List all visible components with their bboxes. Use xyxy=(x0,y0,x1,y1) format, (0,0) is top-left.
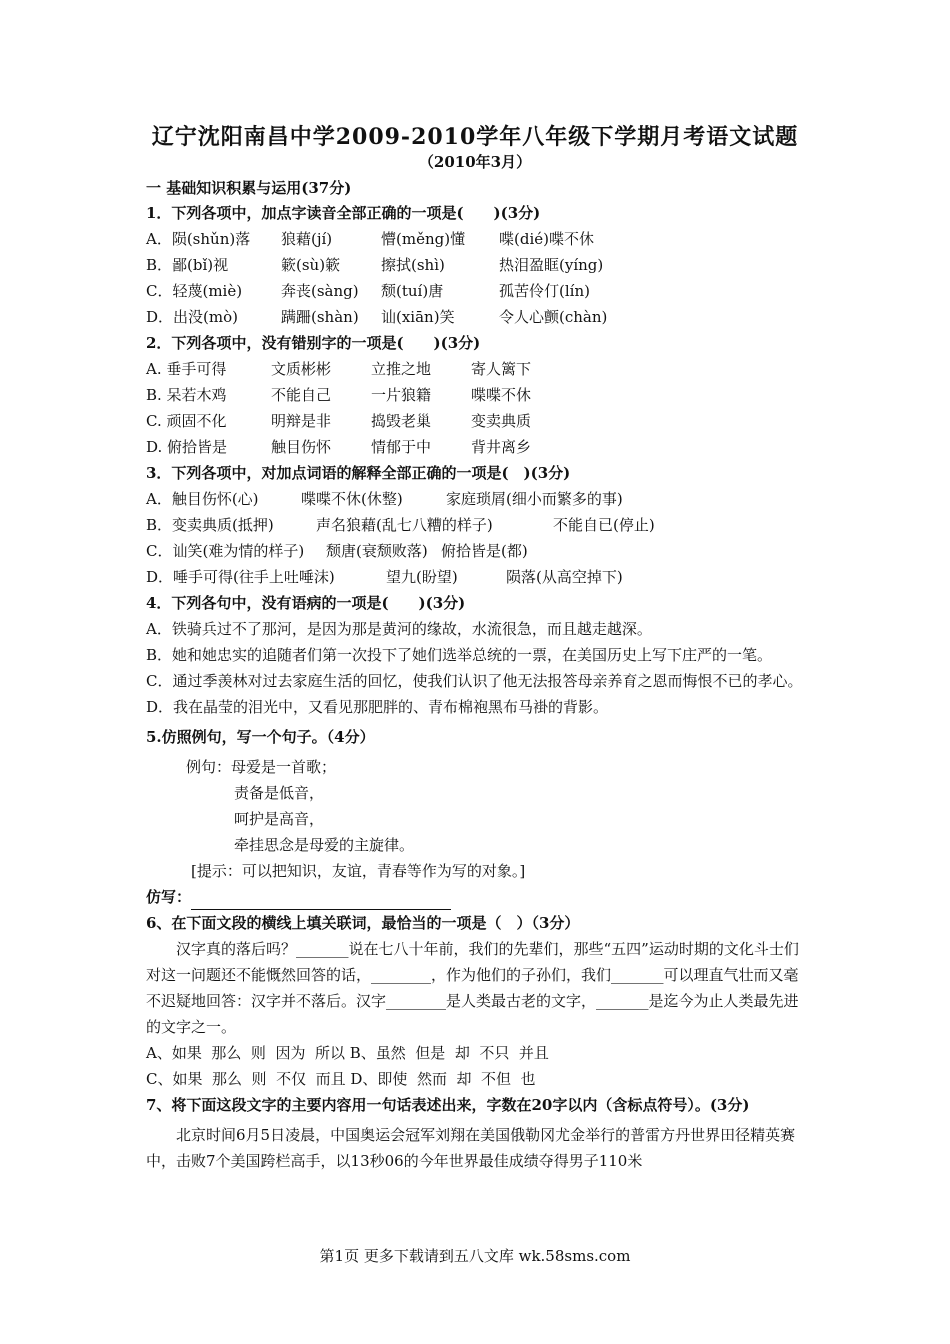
q1-option-d xyxy=(146,304,812,330)
option-cell: C．轻蔑(miè) xyxy=(146,282,243,300)
option-cell: 一片狼籍 xyxy=(371,386,432,404)
option-cell: 讪(xiān)笑 xyxy=(381,308,455,326)
exam-content xyxy=(146,176,812,1174)
option-cell: 热泪盈眶(yíng) xyxy=(499,256,604,274)
q2-option-a xyxy=(146,356,812,382)
q5-example-line: 呵护是高音， xyxy=(234,810,325,828)
option-cell: 擦拭(shì) xyxy=(381,256,445,274)
option-cell: 寄人篱下 xyxy=(471,360,532,378)
q4-option-d: D．我在晶莹的泪光中，又看见那肥胖的、青布棉袍黑布马褂的背影。 xyxy=(146,698,609,716)
question-1-prompt: 1．下列各项中，加点字读音全部正确的一项是( )(3分) xyxy=(146,204,541,222)
option-cell: 望九(盼望) xyxy=(386,568,458,586)
q5-answer-row xyxy=(146,884,812,910)
option-cell: A．触目伤怀(心) xyxy=(146,490,259,508)
question-7-prompt: 7、将下面这段文字的主要内容用一句话表述出来，字数在20字以内（含标点符号）。(3分) xyxy=(146,1096,750,1114)
section-heading: 一 基础知识积累与运用(37分) xyxy=(146,179,352,197)
option-cell: B. 呆若木鸡 xyxy=(146,386,227,404)
q4-option-b: B．她和她忠实的追随者们第一次投下了她们选举总统的一票，在美国历史上写下庄严的一笔。 xyxy=(146,646,773,664)
question-6-prompt: 6、在下面文段的横线上填关联词，最恰当的一项是（ ）（3分） xyxy=(146,914,580,932)
option-cell: 明辩是非 xyxy=(271,412,332,430)
option-cell: 触目伤怀 xyxy=(271,438,332,456)
q3-option-c xyxy=(146,538,812,564)
q5-answer-label: 仿写： xyxy=(146,888,192,906)
option-cell: 奔丧(sàng) xyxy=(281,282,359,300)
option-cell: 声名狼藉(乱七八糟的样子) xyxy=(316,516,493,534)
q2-option-b xyxy=(146,382,812,408)
exam-date: （2010年3月） xyxy=(418,153,532,171)
question-2-prompt: 2．下列各项中，没有错别字的一项是( )(3分) xyxy=(146,334,481,352)
question-5-prompt: 5.仿照例句，写一个句子。（4分） xyxy=(146,728,375,746)
option-cell: 喋(dié)喋不休 xyxy=(499,230,594,248)
option-cell: 家庭琐屑(细小而繁多的事) xyxy=(446,490,623,508)
option-cell: 蹒跚(shàn) xyxy=(281,308,359,326)
option-cell: 捣毁老巢 xyxy=(371,412,432,430)
page-title: 辽宁沈阳南昌中学2009-2010学年八年级下学期月考语文试题 xyxy=(151,124,799,150)
option-cell: A. 垂手可得 xyxy=(146,360,227,378)
q6-options-ab: A、如果 那么 则 因为 所以 B、虽然 但是 却 不只 并且 xyxy=(146,1044,549,1062)
option-cell: 背井离乡 xyxy=(471,438,532,456)
option-cell: 狼藉(jí) xyxy=(281,230,333,248)
page-footer: 第1页 更多下载请到五八文库 wk.58sms.com xyxy=(319,1247,631,1265)
q4-option-a: A．铁骑兵过不了那河，是因为那是黄河的缘故，水流很急，而且越走越深。 xyxy=(146,620,652,638)
option-cell: 文质彬彬 xyxy=(271,360,332,378)
option-cell: 喋喋不休 xyxy=(471,386,532,404)
question-3-prompt: 3．下列各项中，对加点词语的解释全部正确的一项是( )(3分) xyxy=(146,464,571,482)
option-cell: 情郁于中 xyxy=(371,438,432,456)
option-cell: A．陨(shǔn)落 xyxy=(146,230,251,248)
option-cell: C．讪笑(难为情的样子) xyxy=(146,542,305,560)
q5-example-line: 牵挂思念是母爱的主旋律。 xyxy=(234,836,415,854)
option-cell: 不能自已(停止) xyxy=(553,516,655,534)
option-cell: C. 顽固不化 xyxy=(146,412,227,430)
option-cell: 令人心颤(chàn) xyxy=(499,308,608,326)
option-cell: 颓(tuí)唐 xyxy=(381,282,444,300)
option-cell: 颓唐(衰颓败落) xyxy=(326,542,428,560)
q1-option-a xyxy=(146,226,812,252)
option-cell: 俯拾皆是(都) xyxy=(441,542,528,560)
q5-example-label: 例句：母爱是一首歌； xyxy=(186,758,337,776)
option-cell: D. 俯拾皆是 xyxy=(146,438,228,456)
option-cell: 不能自己 xyxy=(271,386,332,404)
q2-option-c xyxy=(146,408,812,434)
option-cell: 立推之地 xyxy=(371,360,432,378)
option-cell: D．唾手可得(往手上吐唾沫) xyxy=(146,568,335,586)
q3-option-b xyxy=(146,512,812,538)
option-cell: 陨落(从高空掉下) xyxy=(506,568,623,586)
q6-passage: 汉字真的落后吗？_______说在七八十年前，我们的先辈们，那些“五四”运动时期的文化斗士们对这一问题还不能慨然回答的话，________，作为他们的子孙们，我们_______可以理直气壮而又毫不迟疑地回答：汉字并不落后。汉字________是人类最古老的文字，_______是迄今为止人类最先进的文字之一。 xyxy=(146,940,799,1036)
q7-passage: 北京时间6月5日凌晨，中国奥运会冠军刘翔在美国俄勒冈尤金举行的普雷方丹世界田径精英赛中，击败7个美国跨栏高手，以13秒06的今年世界最佳成绩夺得男子110米 xyxy=(146,1126,796,1170)
question-4-prompt: 4．下列各句中，没有语病的一项是( )(3分) xyxy=(146,594,466,612)
option-cell: 喋喋不休(休整) xyxy=(301,490,403,508)
option-cell: 簌(sù)簌 xyxy=(281,256,341,274)
q3-option-a xyxy=(146,486,812,512)
q4-option-c: C．通过季羡林对过去家庭生活的回忆，使我们认识了他无法报答母亲养育之恩而悔恨不已的孝心。 xyxy=(146,672,803,690)
option-cell: 懵(měng)懂 xyxy=(381,230,466,248)
option-cell: 变卖典质 xyxy=(471,412,532,430)
option-cell: 孤苦伶仃(lín) xyxy=(499,282,590,300)
q2-option-d xyxy=(146,434,812,460)
q3-option-d xyxy=(146,564,812,590)
option-cell: B．变卖典质(抵押) xyxy=(146,516,274,534)
q1-option-c xyxy=(146,278,812,304)
q5-example-line: 责备是低音， xyxy=(234,784,325,802)
q6-options-cd: C、如果 那么 则 不仅 而且 D、即使 然而 却 不但 也 xyxy=(146,1070,536,1088)
q1-option-b xyxy=(146,252,812,278)
answer-blank-line[interactable] xyxy=(191,891,451,910)
option-cell: B．鄙(bǐ)视 xyxy=(146,256,229,274)
q5-hint: [提示：可以把知识，友谊，青春等作为写的对象。] xyxy=(191,862,526,880)
option-cell: D．出没(mò) xyxy=(146,308,238,326)
